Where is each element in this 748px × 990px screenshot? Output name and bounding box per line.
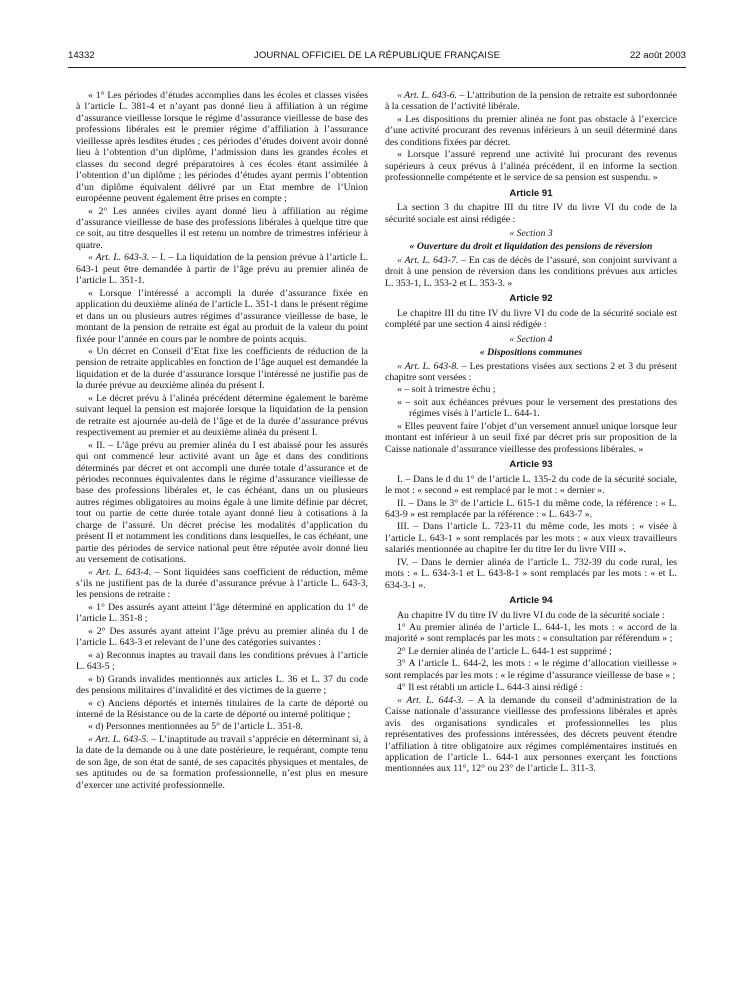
article-reference: « Art. L. 643-7.: [397, 254, 459, 266]
paragraph: 3° A l’article L. 644-2, les mots : « le régime d’allocation vieillesse » sont remplacés par les mots : « le régime d’assurance vieillesse de base » ;: [385, 658, 677, 681]
paragraph: « c) Anciens déportés et internés titulaires de la carte de déporté ou interné de la Résistance ou de la carte de déporté ou interné politique ;: [76, 697, 368, 721]
paragraph: « 1° Des assurés ayant atteint l’âge déterminé en application du 1° de l’article L. 351-8 ;: [76, 601, 368, 625]
paragraph: « d) Personnes mentionnées au 5° de l’article L. 351-8.: [88, 721, 303, 733]
paragraph: « Art. L. 643-4. – Sont liquidées sans coefficient de réduction, même s’ils ne justifient pas de la durée d’assurance prévue à l’article L. 643-3, les pensions de retraite :: [76, 566, 368, 601]
paragraph: « Elles peuvent faire l’objet d’un versement annuel unique lorsque leur montant est inférieur à un seuil fixé par décret pris sur proposition de la Caisse nationale d’assurance vieillesse des professions libérales. »: [385, 420, 677, 455]
article-heading: Article 92: [509, 293, 553, 305]
article-heading: Article 94: [509, 595, 553, 607]
page-header: [68, 50, 686, 66]
list-item: « – soit aux échéances prévues pour le versement des prestations des régimes visés à l’article L. 644-1.: [397, 396, 677, 420]
section-heading: « Section 4: [509, 333, 553, 345]
journal-title: JOURNAL OFFICIEL DE LA RÉPUBLIQUE FRANÇAISE: [253, 50, 501, 61]
paragraph: « 2° Les années civiles ayant donné lieu à affiliation au régime d’assurance vieillesse de base des professions libérales à quelque titre que ce soit, au titre desquelles il est retenu un nombre de trimestres inférieur à quatre.: [76, 205, 368, 251]
paragraph: III. – Dans l’article L. 723-11 du même code, les mots : « visée à l’article L. 643-1 » sont remplacés par les mots : « aux vieux travailleurs salariés mentionnée au chapitre Ier du titre Ier du livre VIII ».: [385, 521, 677, 556]
article-reference: « Art. L. 643-4.: [88, 566, 152, 578]
article-reference: « Art. L. 644-3.: [397, 694, 464, 706]
paragraph: « Art. L. 643-5. – L’inaptitude au travail s’apprécie en déterminant si, à la date de la demande ou à une date postérieure, le requérant, compte tenu de son âge, de son état de santé, de ses capacités physiques et mentales, de ses aptitudes ou de sa formation professionnelle, n’est plus en mesure d’exercer une activité professionnelle.: [76, 733, 369, 791]
paragraph: « b) Grands invalides mentionnés aux articles L. 36 et L. 37 du code des pensions militaires d’invalidité et des victimes de la guerre ;: [76, 673, 368, 697]
paragraph: Au chapitre IV du titre IV du livre VI du code de la sécurité sociale :: [397, 609, 665, 621]
paragraph: « Les dispositions du premier alinéa ne font pas obstacle à l’exercice d’une activité procurant des revenus inférieurs à un seuil déterminé dans des conditions fixées par décret.: [385, 113, 677, 148]
paragraph: 2° Le dernier alinéa de l’article L. 644-1 est supprimé ;: [397, 645, 612, 657]
paragraph: « Art. L. 643-7. – En cas de décès de l’assuré, son conjoint survivant a droit à une pension de réversion dans les conditions prévues aux articles L. 353-1, L. 353-2 et L. 353-3. »: [385, 254, 678, 289]
paragraph: « Un décret en Conseil d’Etat fixe les coefficients de réduction de la pension de retraite applicables en fonction de l’âge auquel est demandée la liquidation et de la durée d’assurance lorsque l’intéressé ne justifie pas de la durée prévue au deuxième alinéa du présent I.: [76, 345, 368, 392]
paragraph: La section 3 du chapitre III du titre IV du livre VI du code de la sécurité sociale est ainsi rédigée :: [385, 202, 677, 225]
left-column: [76, 90, 368, 791]
article-heading: Article 91: [509, 187, 553, 199]
paragraph: « 2° Des assurés ayant atteint l’âge prévu au premier alinéa du I de l’article L. 643-3 et relevant de l’une des catégories suivantes :: [76, 625, 368, 649]
paragraph: 1° Au premier alinéa de l’article L. 644-1, les mots : « accord de la majorité » sont remplacés par les mots : « consultation par référendum » ;: [385, 622, 677, 645]
article-reference: « Art. L. 643-6.: [397, 90, 458, 101]
article-heading: Article 93: [509, 459, 553, 471]
section-title: « Dispositions communes: [479, 347, 583, 359]
article-reference: « Art. L. 643-3.: [88, 252, 150, 264]
paragraph: « Lorsque l’intéressé a accompli la durée d’assurance fixée en application du deuxième alinéa de l’article L. 351-1 dans le présent régime et dans un ou plusieurs autres régimes d’assurance vieillesse de base, le montant de la pension de retraite est égal au produit de la valeur du point fixée pour l’année en cours par le nombre de points acquis.: [76, 287, 368, 345]
paragraph: « a) Reconnus inaptes au travail dans les conditions prévues à l’article L. 643-5 ;: [76, 649, 368, 673]
paragraph: Le chapitre III du titre IV du livre VI du code de la sécurité sociale est complété par une section 4 ainsi rédigée :: [385, 307, 677, 331]
section-heading: « Section 3: [509, 227, 553, 239]
paragraph: « Art. L. 643-8. – Les prestations visées aux sections 2 et 3 du présent chapitre sont versées :: [385, 360, 678, 383]
section-title: « Ouverture du droit et liquidation des pensions de réversion: [409, 241, 653, 253]
paragraph: I. – Dans le d du 1° de l’article L. 135-2 du code de la sécurité sociale, le mot : « second » est remplacé par le mot : « dernier ».: [385, 473, 677, 497]
publication-date: 22 août 2003: [629, 50, 686, 61]
paragraph: « Art. L. 643-3. – I. – La liquidation de la pension prévue à l’article L. 643-1 peut être demandée à partir de l’âge prévu au premier alinéa de l’article L. 351-1.: [76, 252, 369, 287]
article-reference: « Art. L. 643-5.: [88, 733, 149, 745]
paragraph: « Art. L. 643-6. – L’attribution de la pension de retraite est subordonnée à la cessation de l’activité libérale.: [385, 90, 678, 113]
paragraph: « II. – L’âge prévu au premier alinéa du I est abaissé pour les assurés qui ont commencé leur activité avant un âge et dans des conditions déterminés par décret et ont accompli une durée totale d’assurance et de périodes reconnues équivalentes dans le régime d’assurance vieillesse de base des professions libérales et, le cas échéant, dans un ou plusieurs autres régimes obligatoires au moins égale à une limite définie par décret, tout ou partie de cette durée totale ayant donné lieu à cotisations à la charge de l’assuré. Un décret précise les modalités d’application du présent II et notamment les conditions dans lesquelles, le cas échéant, une partie des périodes de service national peut être réputée avoir donné lieu au versement de cotisations.: [76, 439, 368, 566]
paragraph: « Art. L. 644-3. – A la demande du conseil d’administration de la Caisse nationale d’assurance vieillesse des professions libérales et après avis des organisations syndicales et professionnelles les plus représentatives des professions intéressées, des décrets peuvent étendre l’affiliation à titre obligatoire aux régimes complémentaires institués en application de l’article L. 644-1 aux personnes exerçant les fonctions mentionnées aux 11°, 12° ou 23° de l’article L. 311-3.: [385, 694, 677, 775]
right-column: [385, 90, 677, 775]
paragraph: « Le décret prévu à l’alinéa précédent détermine également le barème suivant lequel la pension est majorée lorsque la liquidation de la pension de retraite est ajournée au-delà de l’âge et de la durée d’assurance prévus respectivement au premier et au deuxième alinéa du présent I.: [76, 392, 368, 439]
paragraph: II. – Dans le 3° de l’article L. 615-1 du même code, la référence : « L. 643-9 » est remplacée par la référence : « L. 643-7 ».: [385, 497, 677, 520]
paragraph: IV. – Dans le dernier alinéa de l’article L. 732-39 du code rural, les mots : « L. 634-3-1 et L. 643-8-1 » sont remplacés par les mots : « et L. 634-3-1 ».: [385, 556, 677, 591]
list-item: « – soit à trimestre échu ;: [397, 384, 496, 396]
article-reference: « Art. L. 643-8.: [397, 360, 459, 372]
page-number: 14332: [68, 50, 95, 61]
header-rule: [68, 67, 686, 68]
paragraph: 4° Il est rétabli un article L. 644-3 ainsi rédigé :: [397, 682, 583, 694]
paragraph: « 1° Les périodes d’études accomplies dans les écoles et classes visées à l’article L. 381-4 et n’ayant pas donné lieu à affiliation à un régime d’assurance vieillesse lorsque le régime d’assurance vieillesse de base des professions libérales est le premier régime d’affiliation à l’assurance vieillesse après lesdites études ; ces périodes d’études doivent avoir donné lieu à l’obtention d’un diplôme, l’admission dans les grandes écoles et classes du second degré préparatoires à ces écoles étant assimilée à l’obtention d’un diplôme ; les périodes d’études ayant permis l’obtention d’un diplôme équivalent délivré par un Etat membre de l’Union européenne peuvent également être prises en compte ;: [76, 90, 368, 205]
paragraph: « Lorsque l’assuré reprend une activité lui procurant des revenus supérieurs à ceux prévus à l’alinéa précédent, il en informe la section professionnelle compétente et le service de sa pension est suspendu. »: [385, 149, 677, 184]
